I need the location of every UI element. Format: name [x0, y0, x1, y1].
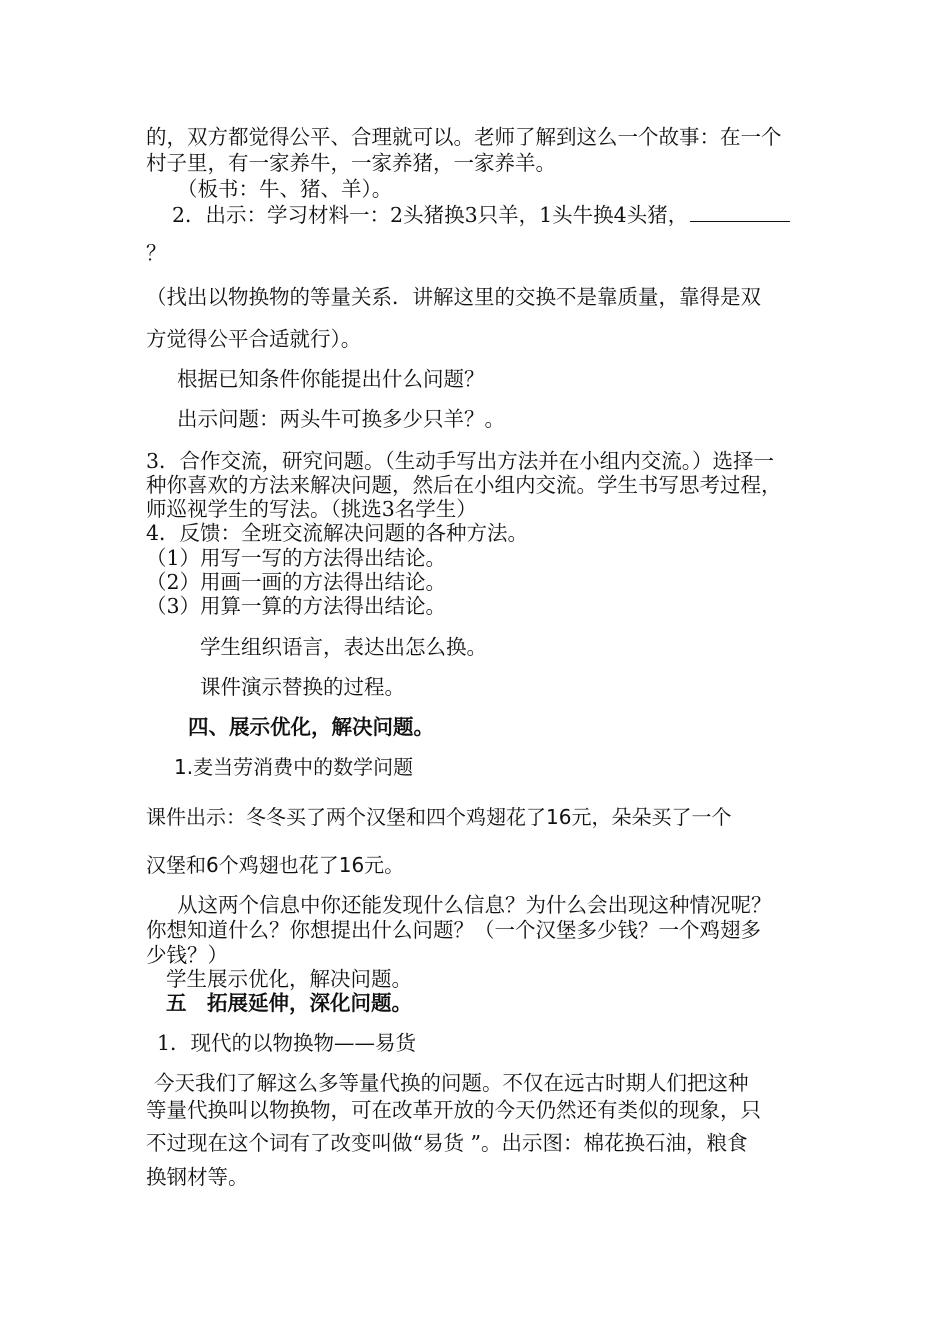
text-line: 少钱？） [146, 943, 228, 967]
text-line: 课件演示替换的过程。 [200, 675, 405, 699]
text-line: 根据已知条件你能提出什么问题？ [177, 367, 485, 391]
text-line: 今天我们了解这么多等量代换的问题。不仅在远古时期人们把这种 [154, 1071, 749, 1095]
text-line: ？ [146, 241, 167, 265]
text-line: （2）用画一画的方法得出结论。 [146, 570, 447, 594]
text-line: 1.麦当劳消费中的数学问题 [174, 755, 414, 779]
text-line: （1）用写一写的方法得出结论。 [146, 546, 447, 570]
text-line: 的，双方都觉得公平、合理就可以。老师了解到这么一个故事：在一个 [146, 125, 782, 149]
text-line: 1．现代的以物换物——易货 [157, 1031, 417, 1055]
text-line: 你想知道什么？你想提出什么问题？（一个汉堡多少钱？一个鸡翅多 [146, 918, 761, 942]
text-line: 课件出示：冬冬买了两个汉堡和四个鸡翅花了16元，朵朵买了一个 [146, 805, 732, 829]
section-heading: 四、展示优化，解决问题。 [188, 715, 434, 739]
text-line: 换钢材等。 [146, 1165, 249, 1189]
text-line [172, 202, 790, 228]
text-line: 学生组织语言，表达出怎么换。 [200, 635, 487, 659]
section-heading: 五 拓展延伸，深化问题。 [166, 991, 412, 1015]
material-line-text: 2．出示：学习材料一：2头猪换3只羊，1头牛换4头猪， [172, 203, 689, 227]
text-line: 从这两个信息中你还能发现什么信息？为什么会出现这种情况呢？ [177, 893, 772, 917]
text-line: 方觉得公平合适就行）。 [146, 327, 362, 351]
text-line: （找出以物换物的等量关系．讲解这里的交换不是靠质量，靠得是双 [146, 285, 761, 309]
answer-blank [690, 203, 790, 222]
text-line: 汉堡和6个鸡翅也花了16元。 [146, 853, 405, 877]
text-line: 出示问题：两头牛可换多少只羊？。 [177, 407, 505, 431]
text-line: 4．反馈：全班交流解决问题的各种方法。 [146, 521, 529, 545]
text-line: 村子里，有一家养牛，一家养猪，一家养羊。 [146, 151, 556, 175]
text-line: 师巡视学生的写法。（挑选3名学生） [146, 497, 477, 521]
text-line: 种你喜欢的方法来解决问题，然后在小组内交流。学生书写思考过程， [146, 473, 782, 497]
text-line: 3．合作交流，研究问题。（生动手写出方法并在小组内交流。）选择一 [146, 449, 775, 473]
text-line: 等量代换叫以物换物，可在改革开放的今天仍然还有类似的现象，只 [146, 1098, 761, 1122]
text-line: （板书：牛、猪、羊）。 [177, 177, 393, 201]
text-line: 不过现在这个词有了改变叫做“易货 ”。出示图：棉花换石油，粮食 [146, 1131, 748, 1155]
text-line: 学生展示优化，解决问题。 [166, 967, 412, 991]
text-line: （3）用算一算的方法得出结论。 [146, 594, 447, 618]
